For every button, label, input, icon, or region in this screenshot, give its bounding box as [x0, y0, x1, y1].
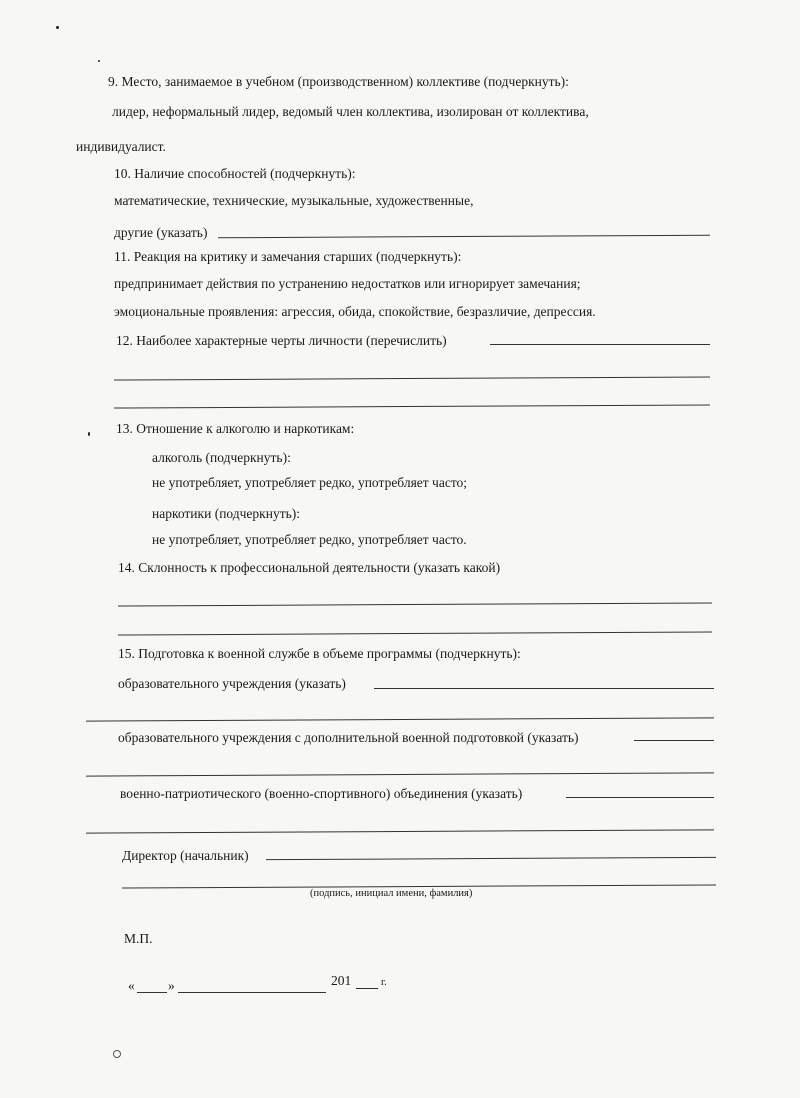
item10-other-label: другие (указать)	[114, 225, 208, 240]
item15-opt1-label: образовательного учреждения (указать)	[118, 676, 346, 691]
date-year-suffix: г.	[381, 977, 387, 988]
item13-title: 13. Отношение к алкоголю и наркотикам:	[116, 421, 355, 436]
item12-field-3[interactable]	[114, 404, 710, 408]
item13-alcohol-label: алкоголь (подчеркнуть):	[152, 450, 291, 465]
item11-title: 11. Реакция на критику и замечания старших (подчеркнуть):	[114, 249, 462, 264]
signature-caption: (подпись, инициал имени, фамилия)	[310, 888, 473, 899]
item10-other-field[interactable]	[218, 235, 710, 239]
director-label: Директор (начальник)	[122, 848, 249, 863]
item9-title: 9. Место, занимаемое в учебном (производственном) коллективе (подчеркнуть):	[108, 74, 569, 89]
item14-field-1[interactable]	[118, 602, 712, 606]
item10-title: 10. Наличие способностей (подчеркнуть):	[114, 166, 356, 181]
item15-opt2-field-2[interactable]	[86, 772, 714, 776]
director-field[interactable]	[266, 857, 716, 860]
punch-hole-icon	[113, 1050, 121, 1058]
item11-line2: эмоциональные проявления: агрессия, обида, спокойствие, безразличие, депрессия.	[114, 304, 596, 319]
stamp-label: М.П.	[124, 931, 153, 946]
date-year-prefix: 201	[331, 973, 352, 988]
item13-drugs-label: наркотики (подчеркнуть):	[152, 506, 301, 521]
item15-opt2-field[interactable]	[634, 740, 714, 741]
scan-speck	[88, 432, 90, 436]
date-year-field[interactable]	[356, 988, 378, 989]
item15-opt1-field-2[interactable]	[86, 717, 714, 721]
item9-line1: лидер, неформальный лидер, ведомый член коллектива, изолирован от коллектива,	[112, 104, 589, 119]
item15-opt2-label: образовательного учреждения с дополнительной военной подготовкой (указать)	[118, 730, 579, 745]
item13-alcohol-options: не употребляет, употребляет редко, употребляет часто;	[152, 475, 468, 490]
item15-title: 15. Подготовка к военной службе в объеме программы (подчеркнуть):	[118, 646, 521, 661]
item15-opt3-field-2[interactable]	[86, 829, 714, 833]
item9-line2: индивидуалист.	[76, 139, 166, 154]
item15-opt3-field[interactable]	[566, 797, 714, 798]
item14-title: 14. Склонность к профессиональной деятельности (указать какой)	[118, 560, 501, 575]
item15-opt1-field[interactable]	[374, 688, 714, 689]
item15-opt3-label: военно-патриотического (военно-спортивного) объединения (указать)	[120, 786, 523, 801]
item10-options: математические, технические, музыкальные, художественные,	[114, 193, 474, 208]
date-day-field[interactable]	[137, 992, 167, 993]
scan-speck	[98, 60, 100, 62]
item12-title: 12. Наиболее характерные черты личности (перечислить)	[116, 333, 447, 348]
item11-line1: предпринимает действия по устранению недостатков или игнорирует замечания;	[114, 276, 581, 291]
date-month-field[interactable]	[178, 992, 326, 993]
item13-drugs-options: не употребляет, употребляет редко, употребляет часто.	[152, 532, 467, 547]
item12-field-2[interactable]	[114, 376, 710, 380]
item14-field-2[interactable]	[118, 631, 712, 635]
date-open-quote: «	[128, 978, 135, 993]
item12-field-1[interactable]	[490, 344, 710, 345]
scan-speck	[56, 26, 59, 29]
date-close-quote: »	[168, 978, 175, 993]
